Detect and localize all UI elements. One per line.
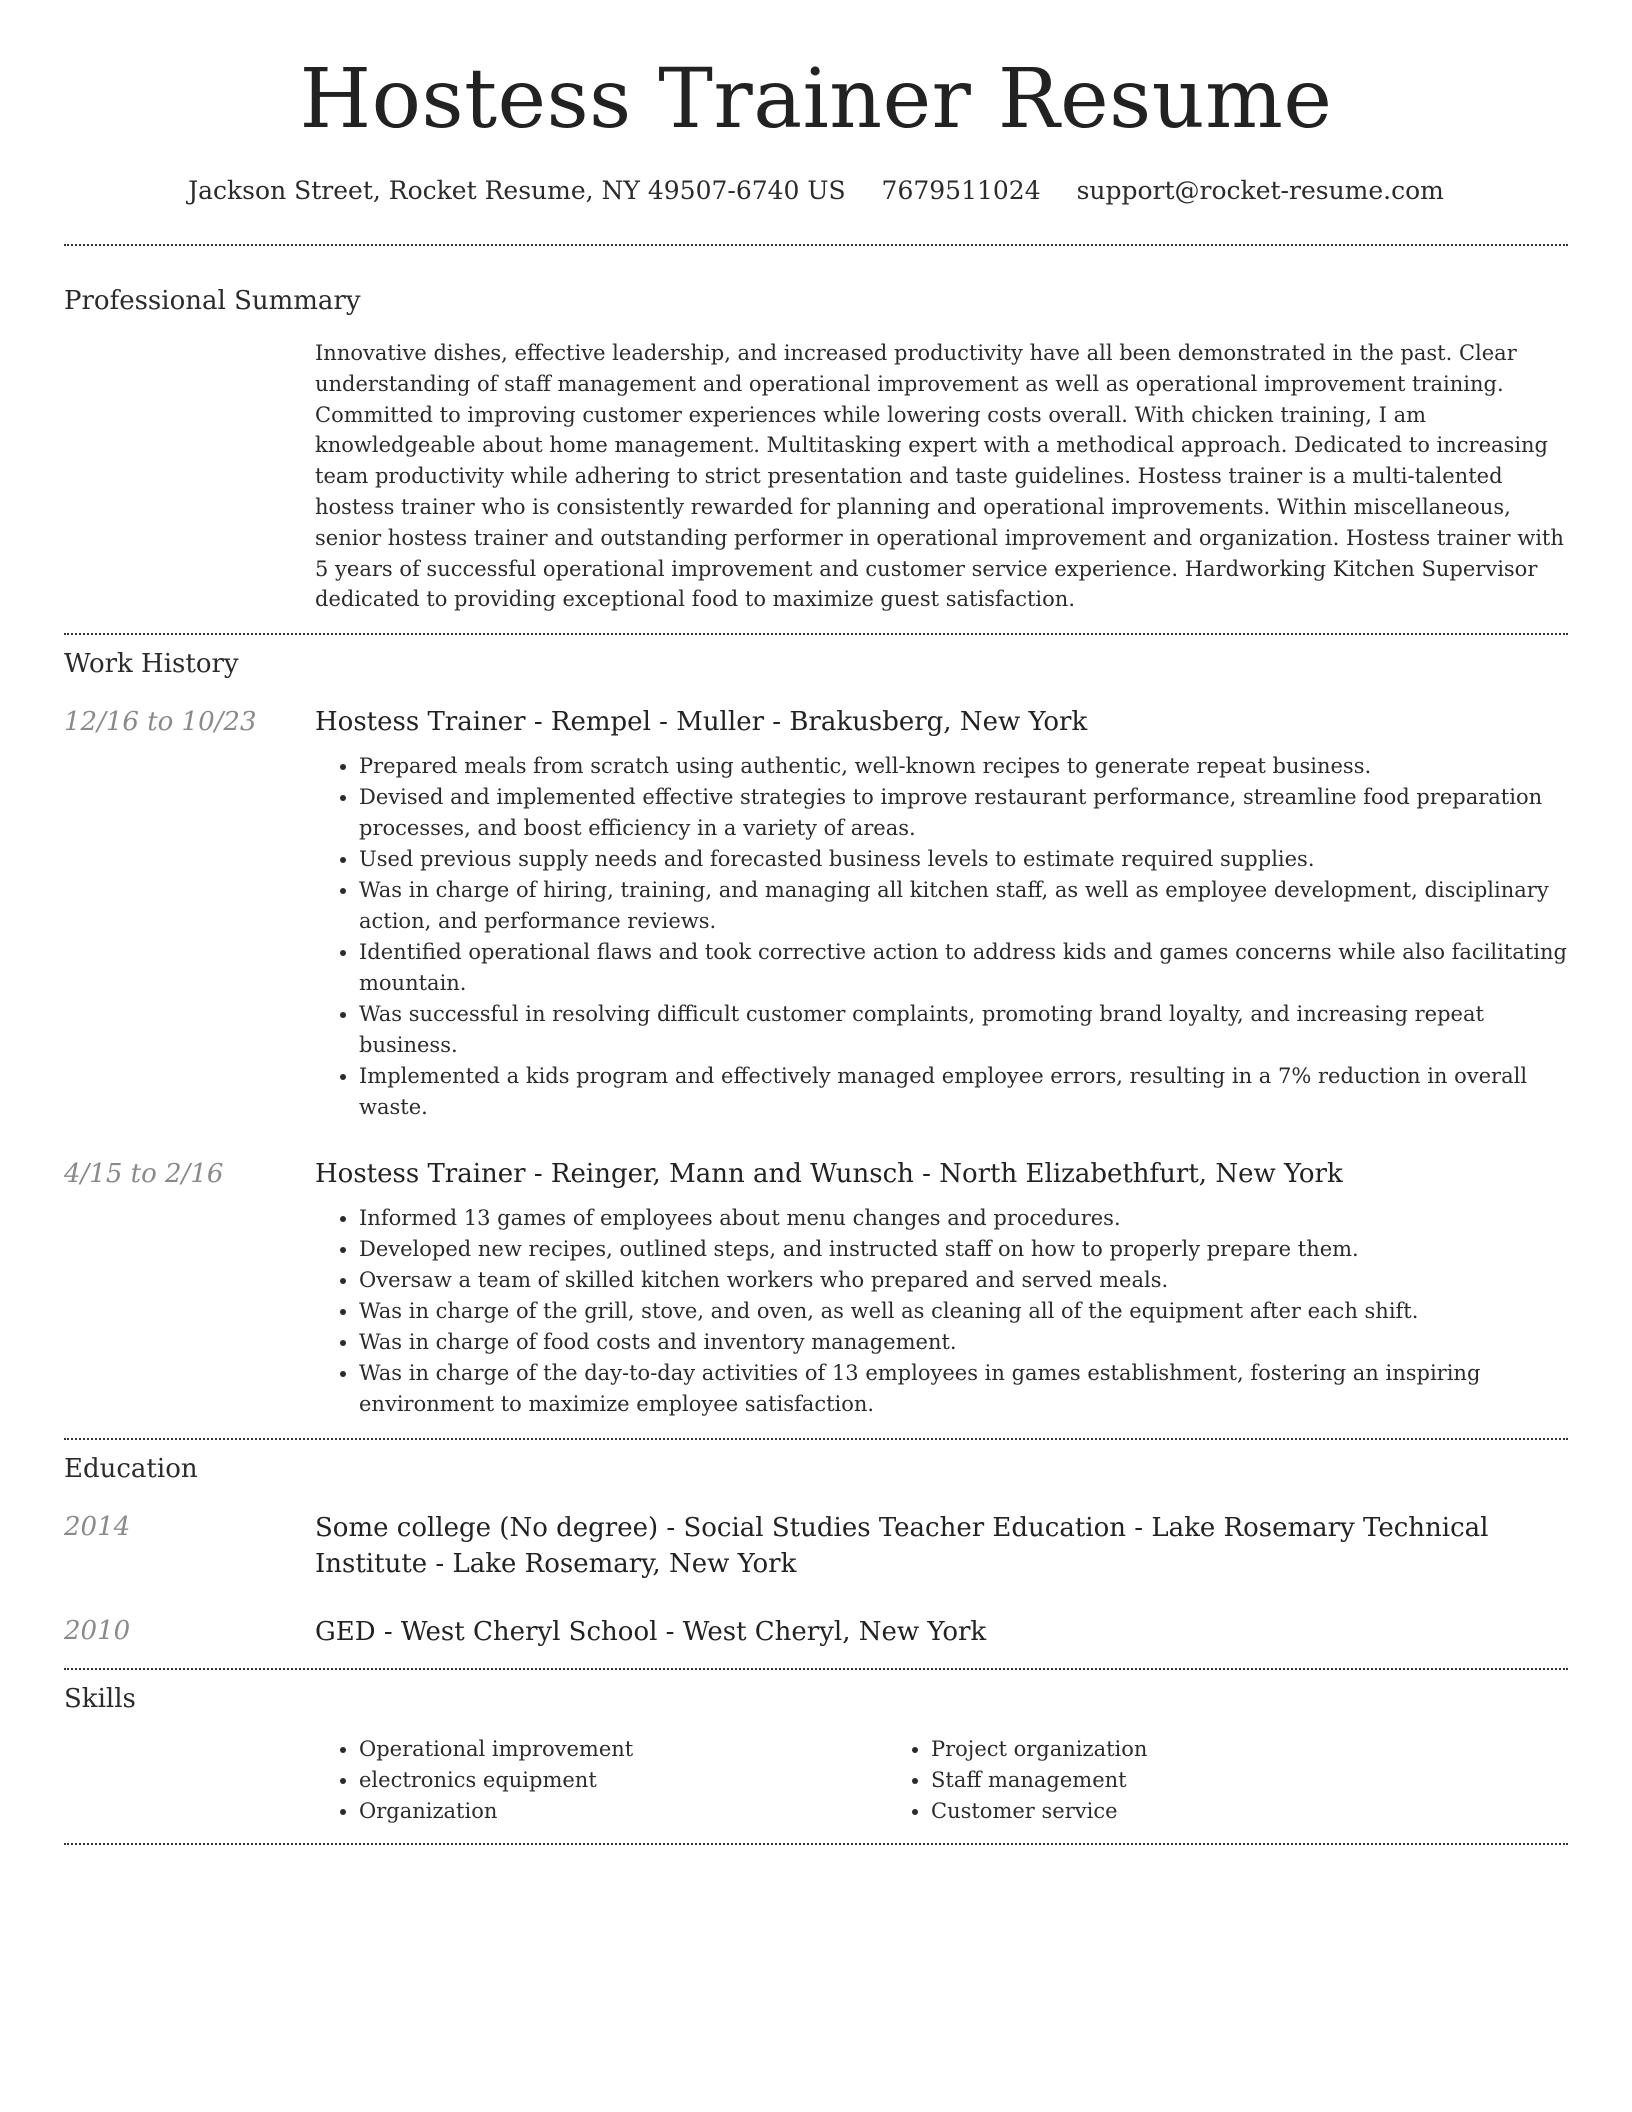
skills-columns [315, 1734, 1568, 1827]
education-year: 2010 [64, 1616, 131, 1647]
summary-section [64, 246, 1568, 633]
list-item: • Was in charge of food costs and inventory management. [359, 1327, 1568, 1358]
list-item: • Was successful in resolving difficult customer complaints, promoting brand loyalty, and increasing repeat business. [359, 999, 1568, 1061]
job-bullets [315, 1203, 1568, 1420]
work-history-heading: Work History [64, 649, 239, 680]
education-title: GED - West Cheryl School - West Cheryl, New York [315, 1617, 987, 1648]
resume-title: Hostess Trainer Resume [299, 52, 1333, 147]
work-history-section [64, 635, 1568, 1438]
skills-list-left [315, 1734, 887, 1827]
education-section [64, 1440, 1568, 1668]
skills-list-right [887, 1734, 1459, 1827]
job-dates: 4/15 to 2/16 [64, 1159, 224, 1190]
job-dates: 12/16 to 10/23 [64, 707, 257, 738]
job-title: Hostess Trainer - Rempel - Muller - Brakusberg, New York [315, 707, 1088, 738]
contact-address: Jackson Street, Rocket Resume, NY 49507-6740 US [188, 176, 846, 205]
list-item: • Informed 13 games of employees about menu changes and procedures. [359, 1203, 1568, 1234]
contact-email: support@rocket-resume.com [1076, 176, 1444, 205]
skill-item: • Organization [359, 1796, 887, 1827]
education-year: 2014 [64, 1512, 131, 1543]
list-item: • Oversaw a team of skilled kitchen workers who prepared and served meals. [359, 1265, 1568, 1296]
job-bullets [315, 751, 1568, 1123]
list-item: • Was in charge of the grill, stove, and oven, as well as cleaning all of the equipment after each shift. [359, 1296, 1568, 1327]
skill-item: • electronics equipment [359, 1765, 887, 1796]
summary-heading: Professional Summary [64, 286, 361, 316]
skills-heading: Skills [64, 1684, 136, 1715]
education-title: Some college (No degree) - Social Studies Teacher Education - Lake Rosemary Technical Institute - Lake Rosemary, New York [315, 1513, 1489, 1580]
education-heading: Education [64, 1454, 198, 1485]
skills-section [64, 1670, 1568, 1843]
job-title: Hostess Trainer - Reinger, Mann and Wunsch - North Elizabethfurt, New York [315, 1159, 1343, 1190]
list-item: • Was in charge of the day-to-day activities of 13 employees in games establishment, fostering an inspiring environment to maximize employee satisfaction. [359, 1358, 1568, 1420]
skill-item: • Operational improvement [359, 1734, 887, 1765]
education-entry [64, 1510, 1568, 1582]
list-item: • Devised and implemented effective strategies to improve restaurant performance, streamline food preparation processes, and boost efficiency in a variety of areas. [359, 782, 1568, 844]
list-item: • Identified operational flaws and took corrective action to address kids and games concerns while also facilitating mountain. [359, 937, 1568, 999]
skill-item: • Staff management [931, 1765, 1459, 1796]
skill-item: • Project organization [931, 1734, 1459, 1765]
contact-phone: 7679511024 [881, 176, 1041, 205]
list-item: • Implemented a kids program and effectively managed employee errors, resulting in a 7% reduction in overall waste. [359, 1061, 1568, 1123]
job-entry [64, 1157, 1568, 1420]
contact-line [64, 174, 1568, 208]
list-item: • Was in charge of hiring, training, and managing all kitchen staff, as well as employee development, disciplinary action, and performance reviews. [359, 875, 1568, 937]
job-entry [64, 705, 1568, 1123]
education-entry [64, 1614, 1568, 1650]
list-item: • Prepared meals from scratch using authentic, well-known recipes to generate repeat business. [359, 751, 1568, 782]
summary-text: Innovative dishes, effective leadership, and increased productivity have all been demonstrated in the past. Clear understanding of staff management and operational improvement as well as operational improvement training. Committed to improving customer experiences while lowering costs overall. With chicken training, I am knowledgeable about home management. Multitasking expert with a methodical approach. Dedicated to increasing team productivity while adhering to strict presentation and taste guidelines. Hostess trainer is a multi-talented hostess trainer who is consistently rewarded for planning and operational improvements. Within miscellaneous, senior hostess trainer and outstanding performer in operational improvement and organization. Hostess trainer with 5 years of successful operational improvement and customer service experience. Hardworking Kitchen Supervisor dedicated to providing exceptional food to maximize guest satisfaction. [315, 341, 1564, 612]
skills-divider [64, 1843, 1568, 1845]
list-item: • Used previous supply needs and forecasted business levels to estimate required supplies. [359, 844, 1568, 875]
skill-item: • Customer service [931, 1796, 1459, 1827]
list-item: • Developed new recipes, outlined steps, and instructed staff on how to properly prepare them. [359, 1234, 1568, 1265]
